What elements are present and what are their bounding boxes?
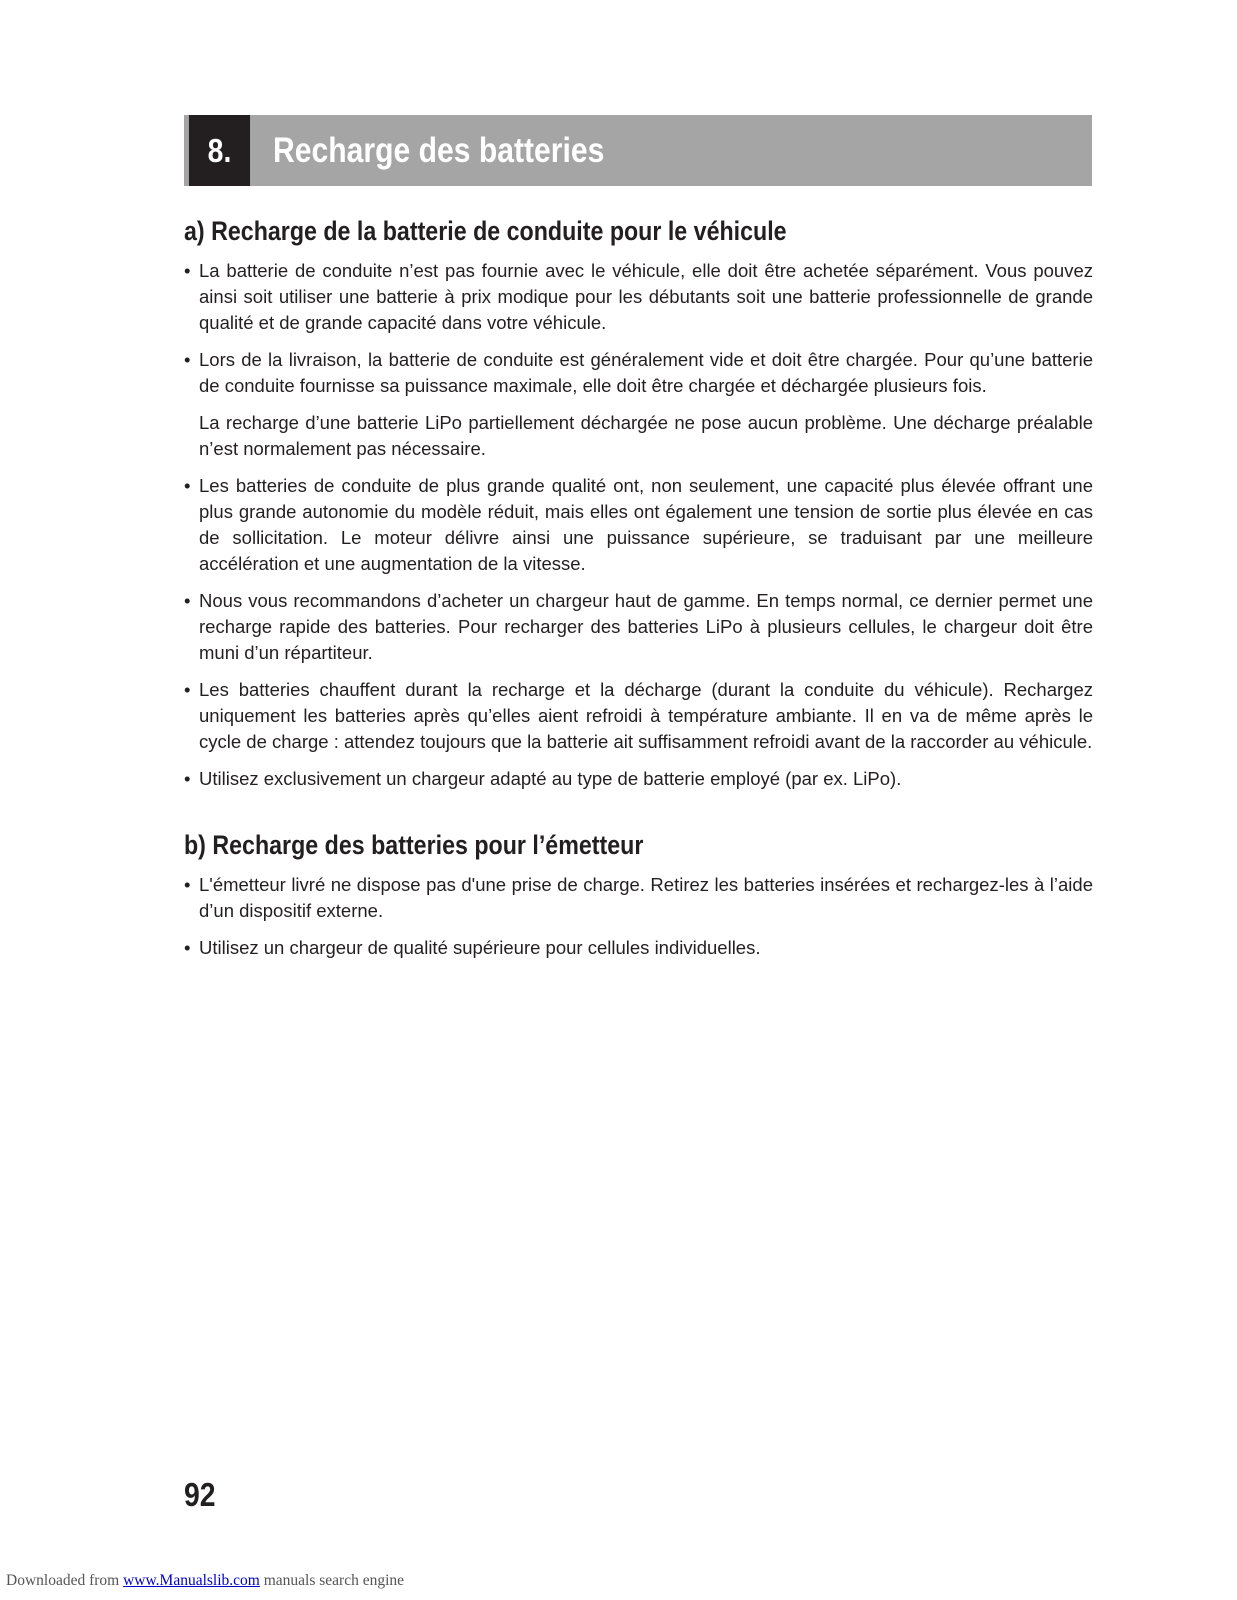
list-item [184,766,1093,792]
chapter-number: 8. [189,115,250,186]
list-item-text: Utilisez un chargeur de qualité supérieure pour cellules individuelles. [199,937,761,958]
bullet-icon: • [184,590,191,611]
list-item-text: Nous vous recommandons d’acheter un chargeur haut de gamme. En temps normal, ce dernier permet une recharge rapide des batteries. Pour recharger des batteries LiPo à plusieurs cellules, le chargeur doit être muni d’un répartiteur. [199,590,1093,663]
list-item [184,677,1093,755]
section-b-list [184,872,1093,972]
bullet-icon: • [184,475,191,496]
bullet-icon: • [184,349,191,370]
list-item [184,872,1093,924]
list-item-text: L'émetteur livré ne dispose pas d'une prise de charge. Retirez les batteries insérées et rechargez-les à l’aide d’un dispositif externe. [199,874,1093,921]
chapter-header [184,115,1092,186]
list-item [184,347,1093,462]
list-item [184,588,1093,666]
download-footer [6,1572,404,1590]
section-b-heading: b) Recharge des batteries pour l’émetteur [184,830,644,860]
list-item-text: Les batteries de conduite de plus grande qualité ont, non seulement, une capacité plus élevée offrant une plus grande autonomie du modèle réduit, mais elles ont également une tension de sortie plus élevée en cas de sollicitation. Le moteur délivre ainsi une puissance supérieure, se traduisant par une meilleure accélération et une augmentation de la vitesse. [199,475,1093,574]
footer-prefix: Downloaded from [6,1572,124,1589]
section-a-list [184,258,1093,803]
manualslib-link[interactable]: www.Manualslib.com [123,1572,260,1589]
list-item-text: La recharge d’une batterie LiPo partiellement déchargée ne pose aucun problème. Une décharge préalable n’est normalement pas nécessaire. [199,412,1093,459]
bullet-icon: • [184,768,191,789]
footer-suffix: manuals search engine [259,1572,405,1589]
list-item-text: Utilisez exclusivement un chargeur adapté au type de batterie employé (par ex. LiPo). [199,768,902,789]
bullet-icon: • [184,937,191,958]
chapter-title: Recharge des batteries [273,131,605,170]
list-item-text: Les batteries chauffent durant la recharge et la décharge (durant la conduite du véhicule). Rechargez uniquement les batteries après qu’elles aient refroidi à température ambiante. Il en va de même après le cycle de charge : attendez toujours que la batterie ait suffisamment refroidi avant de la raccorder au véhicule. [199,679,1093,752]
bullet-icon: • [184,260,191,281]
list-item [184,258,1093,336]
bullet-icon: • [184,679,191,700]
bullet-icon: • [184,874,191,895]
list-item [184,935,1093,961]
list-item-text: La batterie de conduite n’est pas fournie avec le véhicule, elle doit être achetée séparément. Vous pouvez ainsi soit utiliser une batterie à prix modique pour les débutants soit une batterie professionnelle de grande qualité et de grande capacité dans votre véhicule. [199,260,1093,333]
list-item [184,473,1093,577]
page-number: 92 [184,1476,216,1513]
list-item-text: Lors de la livraison, la batterie de conduite est généralement vide et doit être chargée. Pour qu’une batterie de conduite fournisse sa puissance maximale, elle doit être chargée et déchargée plusieurs fois. [199,349,1093,396]
section-a-heading: a) Recharge de la batterie de conduite pour le véhicule [184,216,787,246]
